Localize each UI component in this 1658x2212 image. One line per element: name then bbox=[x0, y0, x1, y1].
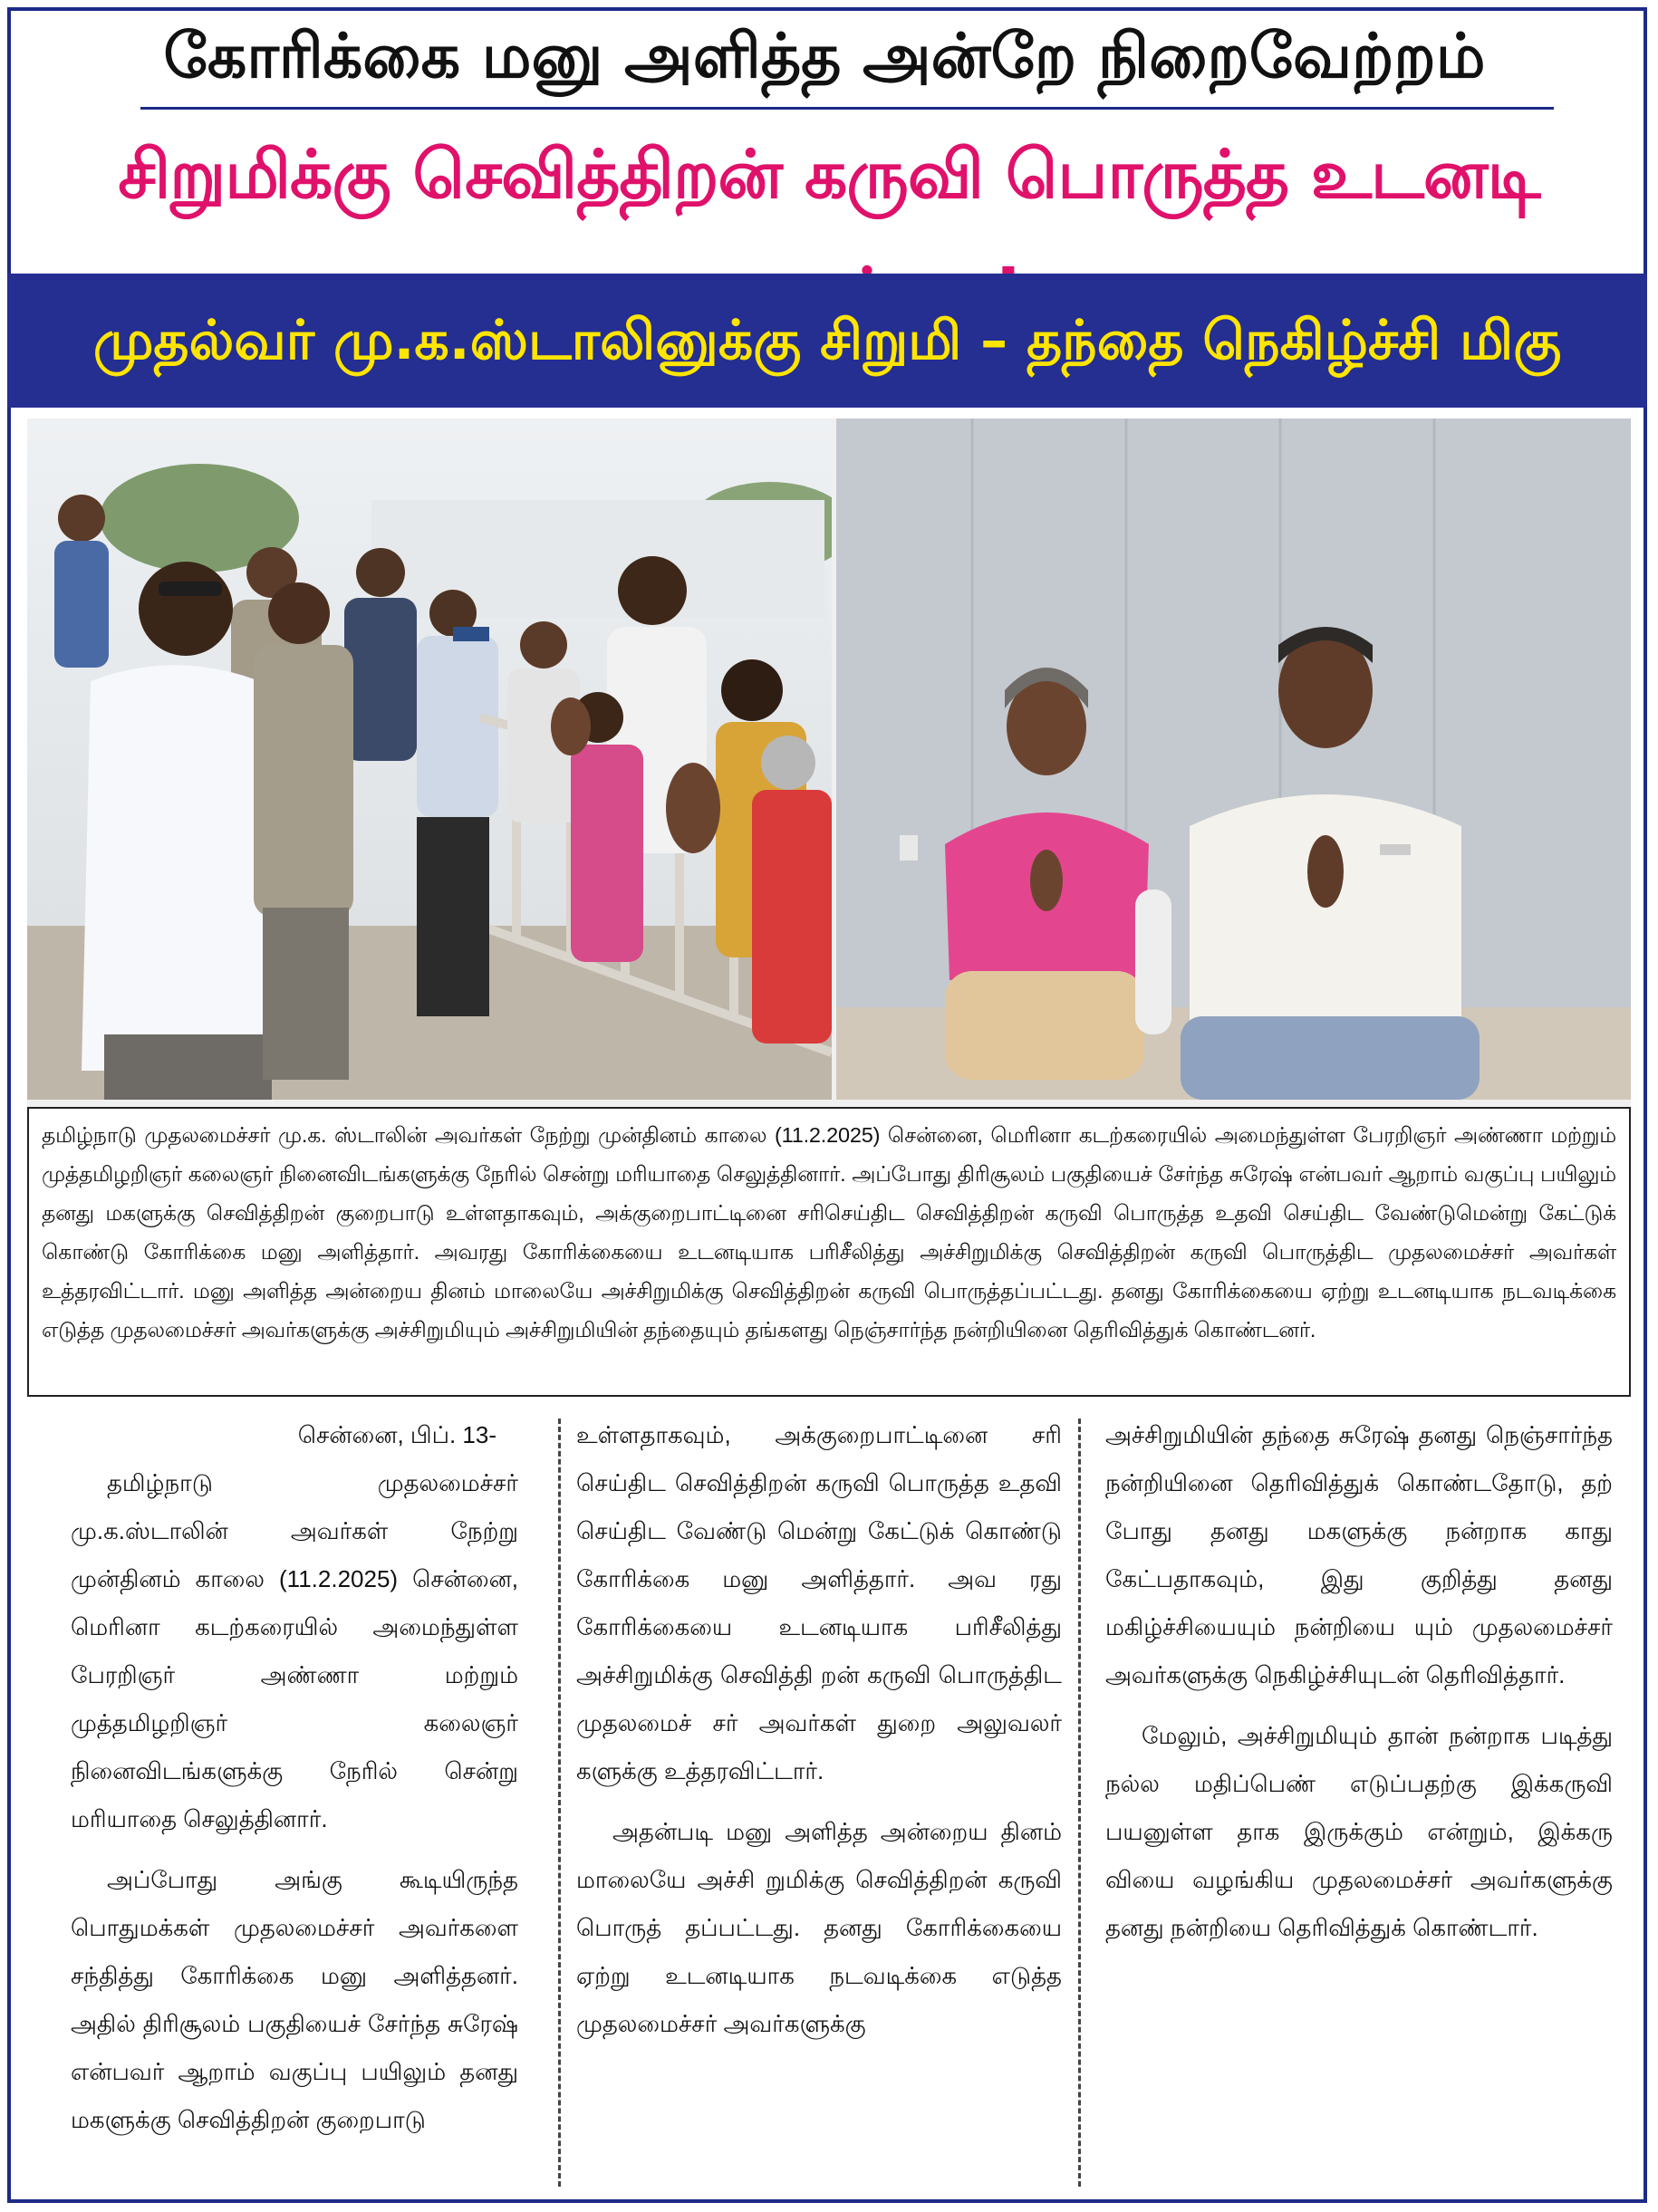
headline-rule bbox=[140, 107, 1554, 110]
paragraph: உள்ளதாகவும், அக்குறைபாட்டினை சரி செய்திட செவித்திறன் கருவி பொருத்த உதவி செய்திட வேண்டு மென்று கேட்டுக் கொண்டு கோரிக்கை மனு அளித்தார். அவ ரது கோரிக்கையை உடனடியாக பரிசீலித்து அச்சிறுமிக்கு செவித்தி றன் கருவி பொருத்திட முதலமைச் சர் அவர்கள் துறை அலுவலர் களுக்கு உத்தரவிட்டார். bbox=[576, 1421, 1062, 1784]
column-divider bbox=[1078, 1419, 1081, 2187]
photo-caption-box bbox=[27, 1107, 1631, 1397]
article-column-1 bbox=[27, 1411, 535, 2194]
photo-area bbox=[27, 418, 1631, 1107]
article-column-2 bbox=[569, 1411, 1069, 2194]
dateline: சென்னை, பிப். 13- bbox=[297, 1421, 496, 1448]
paragraph: அதன்படி மனு அளித்த அன்றைய தினம் மாலையே அச்சி றுமிக்கு செவித்திறன் கருவி பொருத் தப்பட்டது. தனது கோரிக்கையை ஏற்று உடனடியாக நடவடிக்கை எடுத்த முதலமைச்சர் அவர்களுக்கு bbox=[576, 1818, 1062, 2037]
photo-cm-meeting-public bbox=[27, 418, 832, 1100]
photo-left-illustration bbox=[27, 418, 832, 1100]
column-divider bbox=[558, 1419, 561, 2187]
article-body bbox=[27, 1411, 1631, 2194]
banner-text: முதல்வர் மு.க.ஸ்டாலினுக்கு சிறுமி – தந்தை நெகிழ்ச்சி மிகு bbox=[92, 309, 1562, 372]
headline-top: கோரிக்கை மனு அளித்த அன்றே நிறைவேற்றம் bbox=[163, 21, 1486, 92]
photo-caption: தமிழ்நாடு முதலமைச்சர் மு.க. ஸ்டாலின் அவர்கள் நேற்று முன்தினம் காலை (11.2.2025) சென்னை, மெரினா கடற்கரையில் அமைந்துள்ள பேரறிஞர் அண்ணா மற்றும் முத்தமிழறிஞர் கலைஞர் நினைவிடங்களுக்கு நேரில் சென்று மரியாதை செலுத்தினார். அப்போது திரிசூலம் பகுதியைச் சேர்ந்த சுரேஷ் என்பவர் ஆறாம் வகுப்பு பயிலும் தனது மகளுக்கு செவித்திறன் குறைபாடு உள்ளதாகவும், அக்குறைபாட்டினை சரிசெய்திட செவித்திறன் கருவி பொருத்த உதவி செய்திட வேண்டுமென்று கேட்டுக் கொண்டு கோரிக்கை மனு அளித்தார். அவரது கோரிக்கையை உடனடியாக பரிசீலித்து அச்சிறுமிக்கு செவித்திறன் கருவி பொருத்திட முதலமைச்சர் அவர்கள் உத்தரவிட்டார். மனு அளித்த அன்றைய தினம் மாலையே அச்சிறுமிக்கு செவித்திறன் கருவி பொருத்தப்பட்டது. தனது கோரிக்கையை ஏற்று உடனடியாக நடவடிக்கை எடுத்த முதலமைச்சர் அவர்களுக்கு அச்சிறுமியும் அச்சிறுமியின் தந்தையும் தங்களது நெஞ்சார்ந்த நன்றியினை தெரிவித்துக் கொண்டனர். bbox=[42, 1123, 1616, 1342]
article-column-3 bbox=[1087, 1411, 1631, 2194]
photo-right-illustration bbox=[836, 418, 1631, 1100]
headline-main: சிறுமிக்கு செவித்திறன் கருவி பொருத்த உடனடி bbox=[118, 136, 1540, 214]
paragraph: தமிழ்நாடு முதலமைச்சர் மு.க.ஸ்டாலின் அவர்கள் நேற்று முன்தினம் காலை (11.2.2025) சென்னை, மெரினா கடற்கரையில் அமைந்துள்ள பேரறிஞர் அண்ணா மற்றும் முத்தமிழறிஞர் கலைஞர் நினைவிடங்களுக்கு நேரில் சென்று மரியாதை செலுத்தினார். bbox=[71, 1469, 518, 1832]
paragraph: அப்போது அங்கு கூடியிருந்த பொதுமக்கள் முதலமைச்சர் அவர்களை சந்தித்து கோரிக்கை மனு அளித்தனர். அதில் திரிசூலம் பகுதியைச் சேர்ந்த சுரேஷ் என்பவர் ஆறாம் வகுப்பு பயிலும் தனது மகளுக்கு செவித்திறன் குறைபாடு bbox=[71, 1866, 518, 2133]
paragraph: அச்சிறுமியின் தந்தை சுரேஷ் தனது நெஞ்சார்ந்த நன்றியினை தெரிவித்துக் கொண்டதோடு, தற் போது தனது மகளுக்கு நன்றாக காது கேட்பதாகவும், இது குறித்து தனது மகிழ்ச்சியையும் நன்றியை யும் முதலமைச்சர் அவர்களுக்கு நெகிழ்ச்சியுடன் தெரிவித்தார். bbox=[1105, 1421, 1613, 1688]
photo-girl-and-father bbox=[836, 418, 1631, 1100]
paragraph: மேலும், அச்சிறுமியும் தான் நன்றாக படித்து நல்ல மதிப்பெண் எடுப்பதற்கு இக்கருவி பயனுள்ள தாக இருக்கும் என்றும், இக்கரு வியை வழங்கிய முதலமைச்சர் அவர்களுக்கு தனது நன்றியை தெரிவித்துக் கொண்டார். bbox=[1105, 1722, 1613, 1941]
subheadline-banner bbox=[7, 274, 1647, 408]
